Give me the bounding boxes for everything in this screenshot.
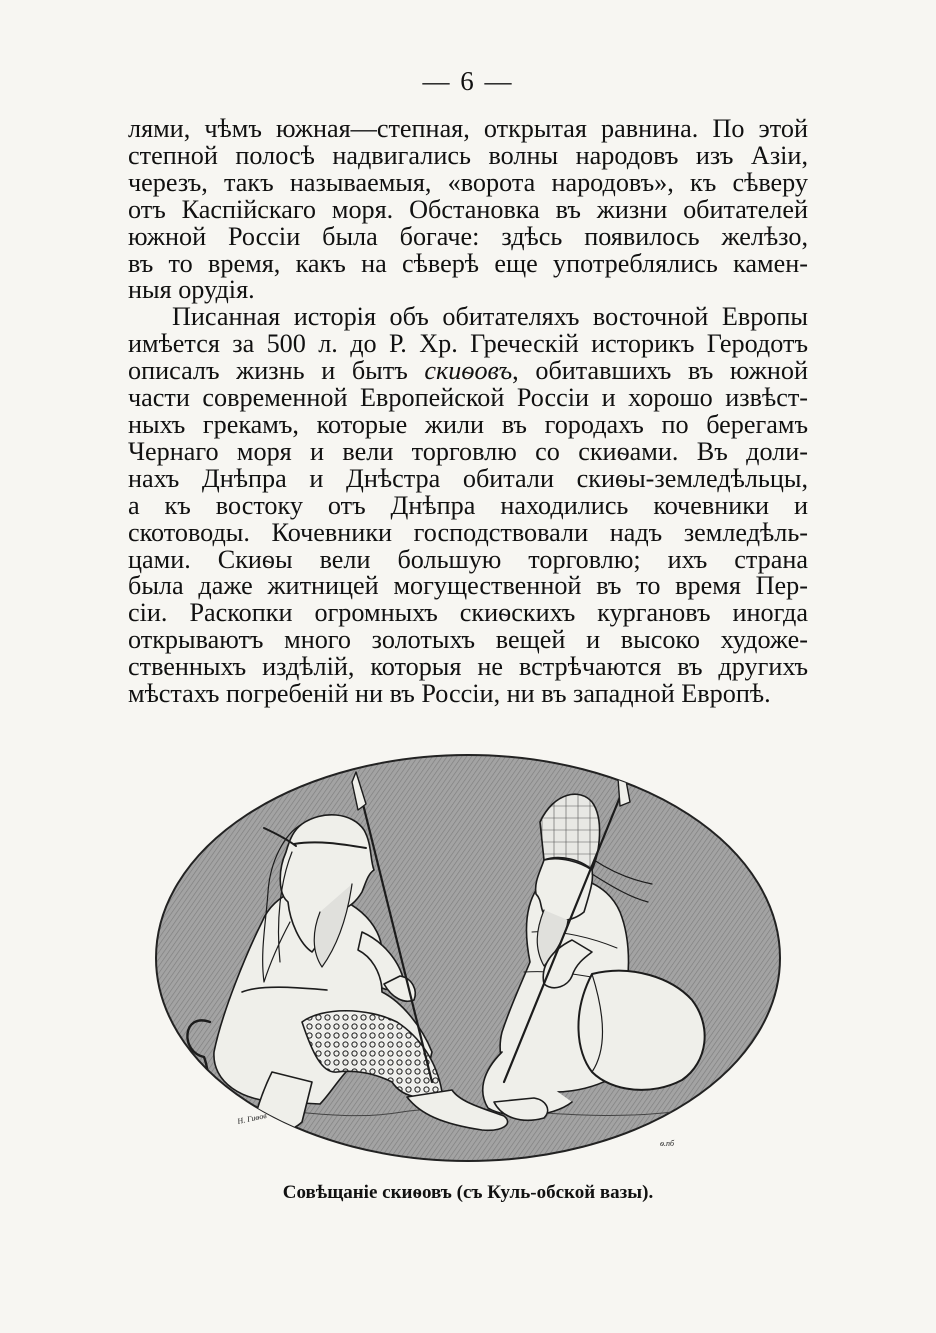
engraver-signature-left: Н. Гиѳов [236, 1110, 268, 1126]
text-line: мѣстахъ погребеній ни въ Россіи, ни въ западной Европѣ. [128, 679, 771, 709]
text-line: части современной Европейской Россіи и хорошо извѣст- [128, 383, 808, 413]
text-line: цами. Скиѳы вели большую торговлю; ихъ страна [128, 544, 808, 574]
text-line: Писанная исторія объ обитателяхъ восточной Европы [172, 302, 808, 332]
text-line: ныя орудія. [128, 275, 255, 305]
text-fragment: , обитавшихъ въ южной [512, 356, 808, 386]
text-line: южной Россіи была богаче: здѣсь появилось желѣзо, [128, 221, 808, 251]
scythians-engraving [152, 752, 784, 1164]
body-text [128, 116, 808, 708]
text-line: ственныхъ издѣлій, которыя не встрѣчаются въ другихъ [128, 652, 808, 682]
text-line: лями, чѣмъ южная—степная, открытая равнина. По этой [128, 114, 808, 143]
text-line: имѣется за 500 л. до Р. Хр. Греческій историкъ Геродотъ [128, 329, 808, 359]
text-line: черезъ, такъ называемыя, «ворота народовъ», къ сѣверу [128, 167, 808, 197]
text-line: отъ Каспійскаго моря. Обстановка въ жизни обитателей [128, 194, 808, 224]
engraver-signature-right: ѳ.пб [660, 1139, 675, 1148]
text-line: въ то время, какъ на сѣверѣ еще употреблялись камен- [128, 248, 808, 278]
italic-term: скиѳовъ [424, 356, 513, 386]
engraving-illustration [152, 752, 784, 1164]
text-line: Чернаго моря и вели торговлю со скиѳами. Въ доли- [128, 436, 808, 466]
text-line: скотоводы. Кочевники господствовали надъ земледѣль- [128, 517, 808, 547]
text-line: а къ востоку отъ Днѣпра находились кочевники и [128, 490, 808, 520]
text-line: степной полосѣ надвигались волны народовъ изъ Азіи, [128, 140, 808, 170]
figure-caption: Совѣщаніе скиѳовъ (съ Куль-обской вазы). [282, 1182, 654, 1203]
text-line: нахъ Днѣпра и Днѣстра обитали скиѳы-земледѣльцы, [128, 463, 808, 493]
page-number: — 6 — [422, 66, 514, 96]
text-line: была даже житницей могущественной въ то время Пер- [128, 571, 808, 601]
text-fragment: описалъ жизнь и бытъ [128, 356, 425, 386]
text-line: сіи. Раскопки огромныхъ скиѳскихъ кургановъ иногда [128, 598, 808, 628]
text-line: ныхъ грекамъ, которые жили въ городахъ по берегамъ [128, 409, 808, 439]
text-line [128, 358, 808, 385]
text-line: открываютъ много золотыхъ вещей и высоко художе- [128, 625, 808, 655]
